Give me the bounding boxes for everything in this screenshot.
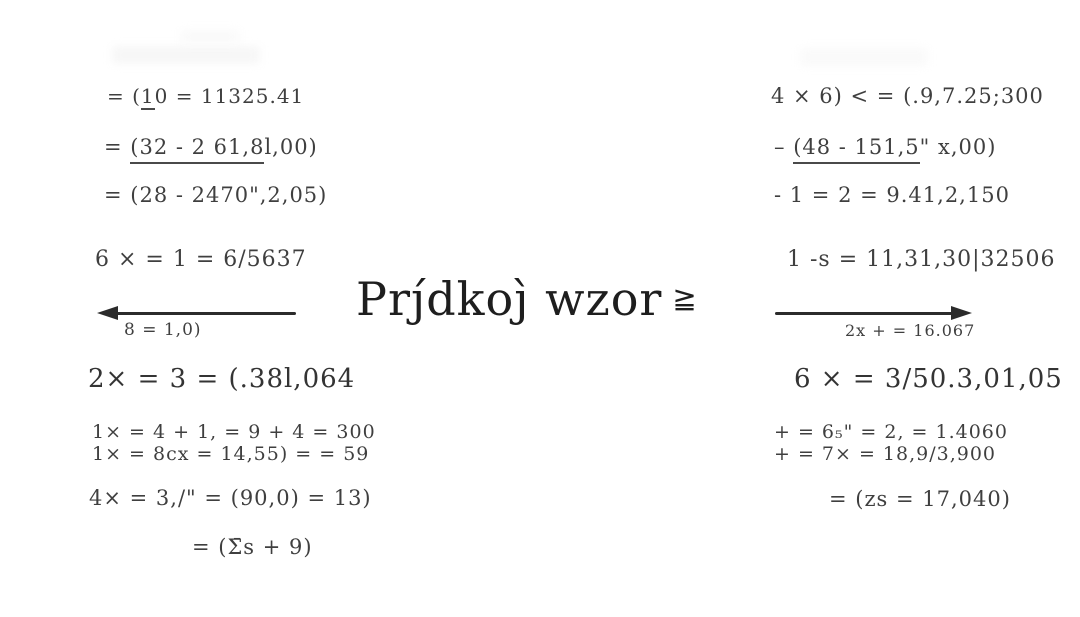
equation-right-8: = (zs = 17,040) (829, 487, 1011, 511)
left-arrow-head-icon (97, 306, 118, 320)
equation-left-9: = (Σ̄s + 9) (192, 535, 313, 559)
equation-left-8: 4× = 3,/" = (90,0) = 13) (89, 486, 372, 510)
underlined-text: (32 - 2 61,8 (130, 135, 264, 164)
equation-left-6: 1× = 4 + 1, = 9 + 4 = 300 (92, 421, 376, 443)
equation-text: – (774, 135, 794, 159)
equation-left-7: 1× = 8cx = 14,55) = = 59 (92, 443, 370, 465)
equation-left-4: 6 × = 1 = 6/5637 (95, 247, 307, 272)
page-title-text: Prȷ́dkoȷ̀ wzor (356, 272, 663, 326)
underlined-text: (48 - 151,5 (793, 135, 919, 164)
equation-right-7: + = 7× = 18,9/3,900 (774, 443, 997, 465)
equation-left-1 (107, 84, 304, 110)
gte-symbol: ≧ (672, 281, 698, 315)
left-arrow-label: 8 = 1,0) (124, 320, 202, 340)
equation-left-3: = (28 - 2470",2,05) (104, 183, 328, 207)
equation-text: " x,00) (919, 135, 997, 159)
equation-right-5: 6 × = 3/50.3,01,05 (794, 364, 1063, 394)
equation-text: l,00) (264, 135, 318, 159)
equation-right-3: - 1 = 2 = 9.41,2,150 (774, 183, 1010, 207)
ghost-text-smudge (180, 30, 240, 44)
underlined-text: 1 (140, 84, 155, 108)
right-arrow-label: 2x + = 16.067 (845, 321, 976, 340)
left-arrow-line (113, 312, 296, 315)
equation-right-6: + = 6₅" = 2, = 1.4060 (774, 421, 1008, 443)
equation-right-2 (774, 135, 996, 164)
equation-left-5: 2× = 3 = (.38l,064 (88, 364, 356, 394)
ghost-text-smudge (112, 46, 260, 64)
equation-text: = (104, 135, 131, 159)
right-arrow-line (775, 312, 953, 315)
page-title (356, 272, 726, 326)
equation-right-4: 1 -s = 11,31,30|32506 (787, 247, 1056, 272)
equation-text: = ( (107, 84, 141, 108)
equation-right-1: 4 × 6) < = (.9,7.25;300 (771, 84, 1044, 108)
equation-text: 0 = 11325.41 (154, 84, 305, 108)
ghost-text-smudge (800, 48, 928, 66)
equation-left-2 (104, 135, 318, 164)
right-arrow-head-icon (951, 306, 972, 320)
